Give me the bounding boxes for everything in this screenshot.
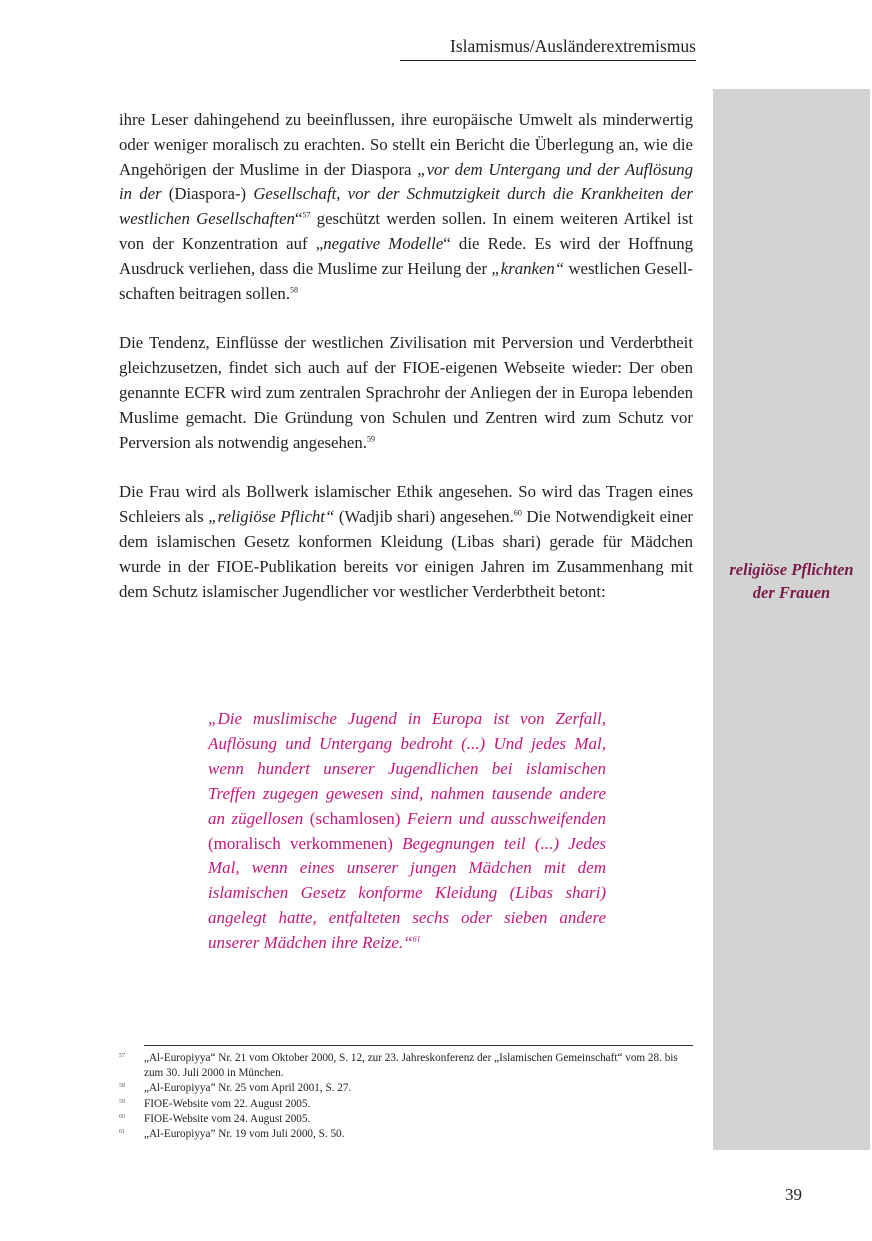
- footnote-ref-60[interactable]: 60: [513, 508, 522, 518]
- running-header: Islamismus/Ausländerextremismus: [450, 36, 696, 56]
- footnote-ref-59[interactable]: 59: [366, 433, 375, 443]
- footnote-60: 60 FIOE-Website vom 24. August 2005.: [119, 1112, 311, 1125]
- margin-note-line2: der Frauen: [752, 583, 831, 602]
- margin-note: [713, 558, 870, 604]
- paragraph-1: ihre Leser dahingehend zu beeinflussen, ihre europäische Umwelt als minderwertig oder weniger moralisch zu erachten. So stellt ein Bericht die Überlegung an, wie die Angehörigen der Muslime in der Diaspora „vor dem Untergang und der Auflösung in der (Diaspora-) Gesellschaft, vor der Schmutzigkeit durch die Krankheiten der westlichen Gesellschaften“$^{57}$ geschützt werden sollen. In einem weiteren Artikel ist von der Konzentration auf „negative Modelle“ die Rede. Es wird der Hoffnung Ausdruck verliehen, dass die Muslime zur Heilung der „kranken“ westlichen Gesellschaften beitragen sollen.$^{58}$: [119, 110, 694, 303]
- header-rule: [400, 60, 696, 61]
- footnote-ref-61[interactable]: 61: [412, 934, 421, 944]
- paragraph-3: Die Frau wird als Bollwerk islamischer Ethik angesehen. So wird das Tragen eines Schleiers als „religiöse Pflicht“ (Wadjib shari) angesehen.$^{60}$ Die Notwendigkeit einer dem islamischen Gesetz konformen Kleidung (Libas shari) gerade für Mädchen wurde in der FIOE-Publikation bereits vor einigen Jahren im Zusammenhang mit dem Schutz islamischer Jugendlicher vor westlicher Verderbtheit betont:: [119, 482, 694, 601]
- footnote-rule: [144, 1045, 693, 1046]
- footnote-58: 58 „Al-Europiyya” Nr. 25 vom April 2001, S. 27.: [119, 1082, 352, 1095]
- block-quote: „Die muslimische Jugend in Europa ist von Zerfall, Auflösung und Untergang bedroht (...) Und jedes Mal, wenn hundert unserer Jugendlichen bei islamischen Treffen zugegen gewesen sind, nahmen tausende andere an zügellosen (schamlosen) Feiern und ausschweifenden (moralisch verkommenen) Begegnungen teil (...) Jedes Mal, wenn eines unserer jungen Mädchen mit dem islamischen Gesetz konforme Kleidung (Libas shari) angelegt hatte, entfalteten sechs oder sieben andere unserer Mädchen ihre Reize.“$^{61}$: [208, 709, 606, 953]
- page-number: 39: [785, 1185, 802, 1204]
- footnote-ref-57[interactable]: 57: [302, 210, 311, 220]
- paragraph-2: Die Tendenz, Einflüsse der westlichen Zivilisation mit Perversion und Verderbtheit gleichzusetzen, findet sich auch auf der FIOE-eigenen Webseite wieder: Der oben genannte ECFR wird zum zentralen Sprachrohr der Anliegen der in Europa lebenden Muslime gemacht. Die Gründung von Schulen und Zentren wird zum Schutz vor Perversion als notwendig angesehen.$^{59}$: [119, 333, 693, 452]
- footnote-59: 59 FIOE-Website vom 22. August 2005.: [119, 1097, 311, 1110]
- margin-sidebar: [713, 89, 870, 1150]
- footnote-61: 61 „Al-Europiyya” Nr. 19 vom Juli 2000, S. 50.: [119, 1128, 345, 1141]
- margin-note-line1: religiöse Pflichten: [729, 560, 854, 579]
- footnote-ref-58[interactable]: 58: [290, 284, 299, 294]
- body-text: [119, 108, 693, 629]
- footnotes: [119, 1051, 699, 1142]
- footnote-57: 57 „Al-Europiyya“ Nr. 21 vom Oktober 2000, S. 12, zur 23. Jahreskonferenz der „Islamischen Gemeinschaft“ vom 28. bis zum 30. Juli 2000 in München.: [119, 1052, 678, 1080]
